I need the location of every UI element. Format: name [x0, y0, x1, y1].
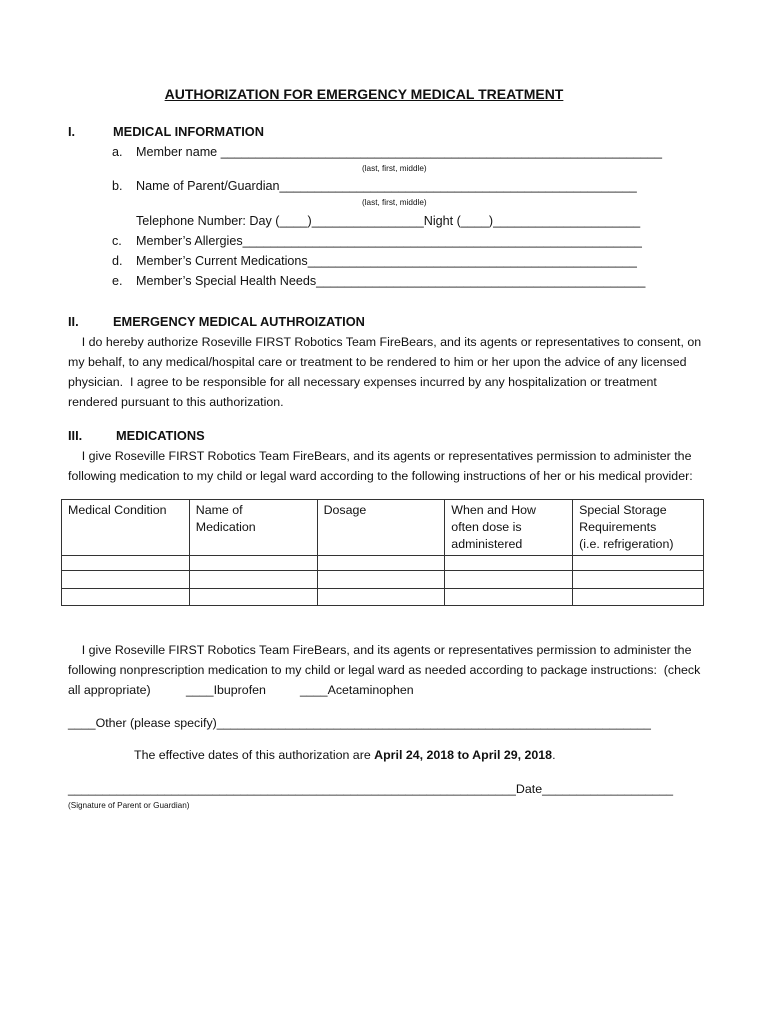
- medications-line-2: following medication to my child or legal ward according to the following instructions of her or his medical provider:: [68, 469, 693, 483]
- table-cell[interactable]: [189, 571, 317, 589]
- authorization-line-1: I do hereby authorize Roseville FIRST Robotics Team FireBears, and its agents or representatives to consent, on: [68, 335, 702, 349]
- member-name-field[interactable]: Member name _______________________________________________________________: [136, 145, 662, 159]
- effective-dates-prefix: The effective dates of this authorization are: [134, 748, 375, 762]
- authorization-line-3: physician. I agree to be responsible for all necessary expenses incurred by any hospitalization or treatment: [68, 375, 657, 389]
- other-medication-field[interactable]: ____Other (please specify)_______________________________________________________________: [68, 716, 651, 730]
- table-cell[interactable]: [189, 556, 317, 571]
- effective-dates-suffix: .: [552, 748, 556, 762]
- table-cell[interactable]: [445, 556, 573, 571]
- ibuprofen-checkbox[interactable]: ____Ibuprofen: [186, 683, 266, 697]
- header-when-and-how: When and How often dose is administered: [445, 500, 573, 556]
- effective-dates-text: [134, 745, 556, 765]
- section-1-heading: MEDICAL INFORMATION: [113, 124, 264, 139]
- parent-guardian-field[interactable]: Name of Parent/Guardian___________________________________________________: [136, 179, 637, 193]
- section-3-number: III.: [68, 428, 83, 443]
- member-name-note: (last, first, middle): [362, 164, 427, 173]
- medication-table: [61, 499, 704, 606]
- table-row[interactable]: [62, 589, 704, 606]
- header-special-storage: Special Storage Requirements (i.e. refrigeration): [573, 500, 704, 556]
- acetaminophen-checkbox[interactable]: ____Acetaminophen: [300, 683, 414, 697]
- section-1-number: I.: [68, 124, 76, 139]
- header-name-of-medication: Name of Medication: [189, 500, 317, 556]
- header-dosage: Dosage: [317, 500, 445, 556]
- section-2-number: II.: [68, 314, 79, 329]
- table-cell[interactable]: [445, 589, 573, 606]
- item-b-letter: b.: [112, 179, 123, 193]
- medication-table-header: [62, 500, 704, 556]
- special-health-needs-field[interactable]: Member’s Special Health Needs_______________________________________________: [136, 274, 646, 288]
- telephone-field[interactable]: Telephone Number: Day (____)________________Night (____)_____________________: [136, 214, 641, 228]
- parent-guardian-note: (last, first, middle): [362, 198, 427, 207]
- table-row[interactable]: [62, 556, 704, 571]
- form-title: AUTHORIZATION FOR EMERGENCY MEDICAL TREATMENT: [164, 86, 564, 102]
- table-cell[interactable]: [317, 571, 445, 589]
- medications-line-1: I give Roseville FIRST Robotics Team FireBears, and its agents or representatives permission to administer the: [68, 449, 692, 463]
- authorization-line-2: my behalf, to any medical/hospital care or treatment to be rendered to him or her upon the advice of any licensed: [68, 355, 687, 369]
- item-e-letter: e.: [112, 274, 123, 288]
- table-cell[interactable]: [317, 589, 445, 606]
- header-medical-condition: Medical Condition: [62, 500, 190, 556]
- current-medications-field[interactable]: Member’s Current Medications_______________________________________________: [136, 254, 637, 268]
- section-3-heading: MEDICATIONS: [116, 428, 205, 443]
- allergies-field[interactable]: Member’s Allergies_________________________________________________________: [136, 234, 642, 248]
- table-cell[interactable]: [573, 556, 704, 571]
- nonprescription-line-2: following nonprescription medication to my child or legal ward as needed according to package instructions: (check: [68, 663, 701, 677]
- table-cell[interactable]: [62, 589, 190, 606]
- nonprescription-line-1: I give Roseville FIRST Robotics Team FireBears, and its agents or representatives permission to administer the: [68, 643, 692, 657]
- table-cell[interactable]: [445, 571, 573, 589]
- table-cell[interactable]: [62, 571, 190, 589]
- table-row[interactable]: [62, 571, 704, 589]
- signature-caption: (Signature of Parent or Guardian): [68, 801, 190, 810]
- item-c-letter: c.: [112, 234, 122, 248]
- effective-dates-value: April 24, 2018 to April 29, 2018: [374, 748, 553, 762]
- table-cell[interactable]: [573, 589, 704, 606]
- section-2-heading: EMERGENCY MEDICAL AUTHROIZATION: [113, 314, 365, 329]
- item-d-letter: d.: [112, 254, 123, 268]
- authorization-line-4: rendered pursuant to this authorization.: [68, 395, 284, 409]
- table-cell[interactable]: [317, 556, 445, 571]
- item-a-letter: a.: [112, 145, 123, 159]
- table-cell[interactable]: [62, 556, 190, 571]
- check-all-label: all appropriate): [68, 683, 151, 697]
- table-cell[interactable]: [573, 571, 704, 589]
- table-cell[interactable]: [189, 589, 317, 606]
- signature-date-field[interactable]: _________________________________________________________________Date___________________: [68, 782, 674, 796]
